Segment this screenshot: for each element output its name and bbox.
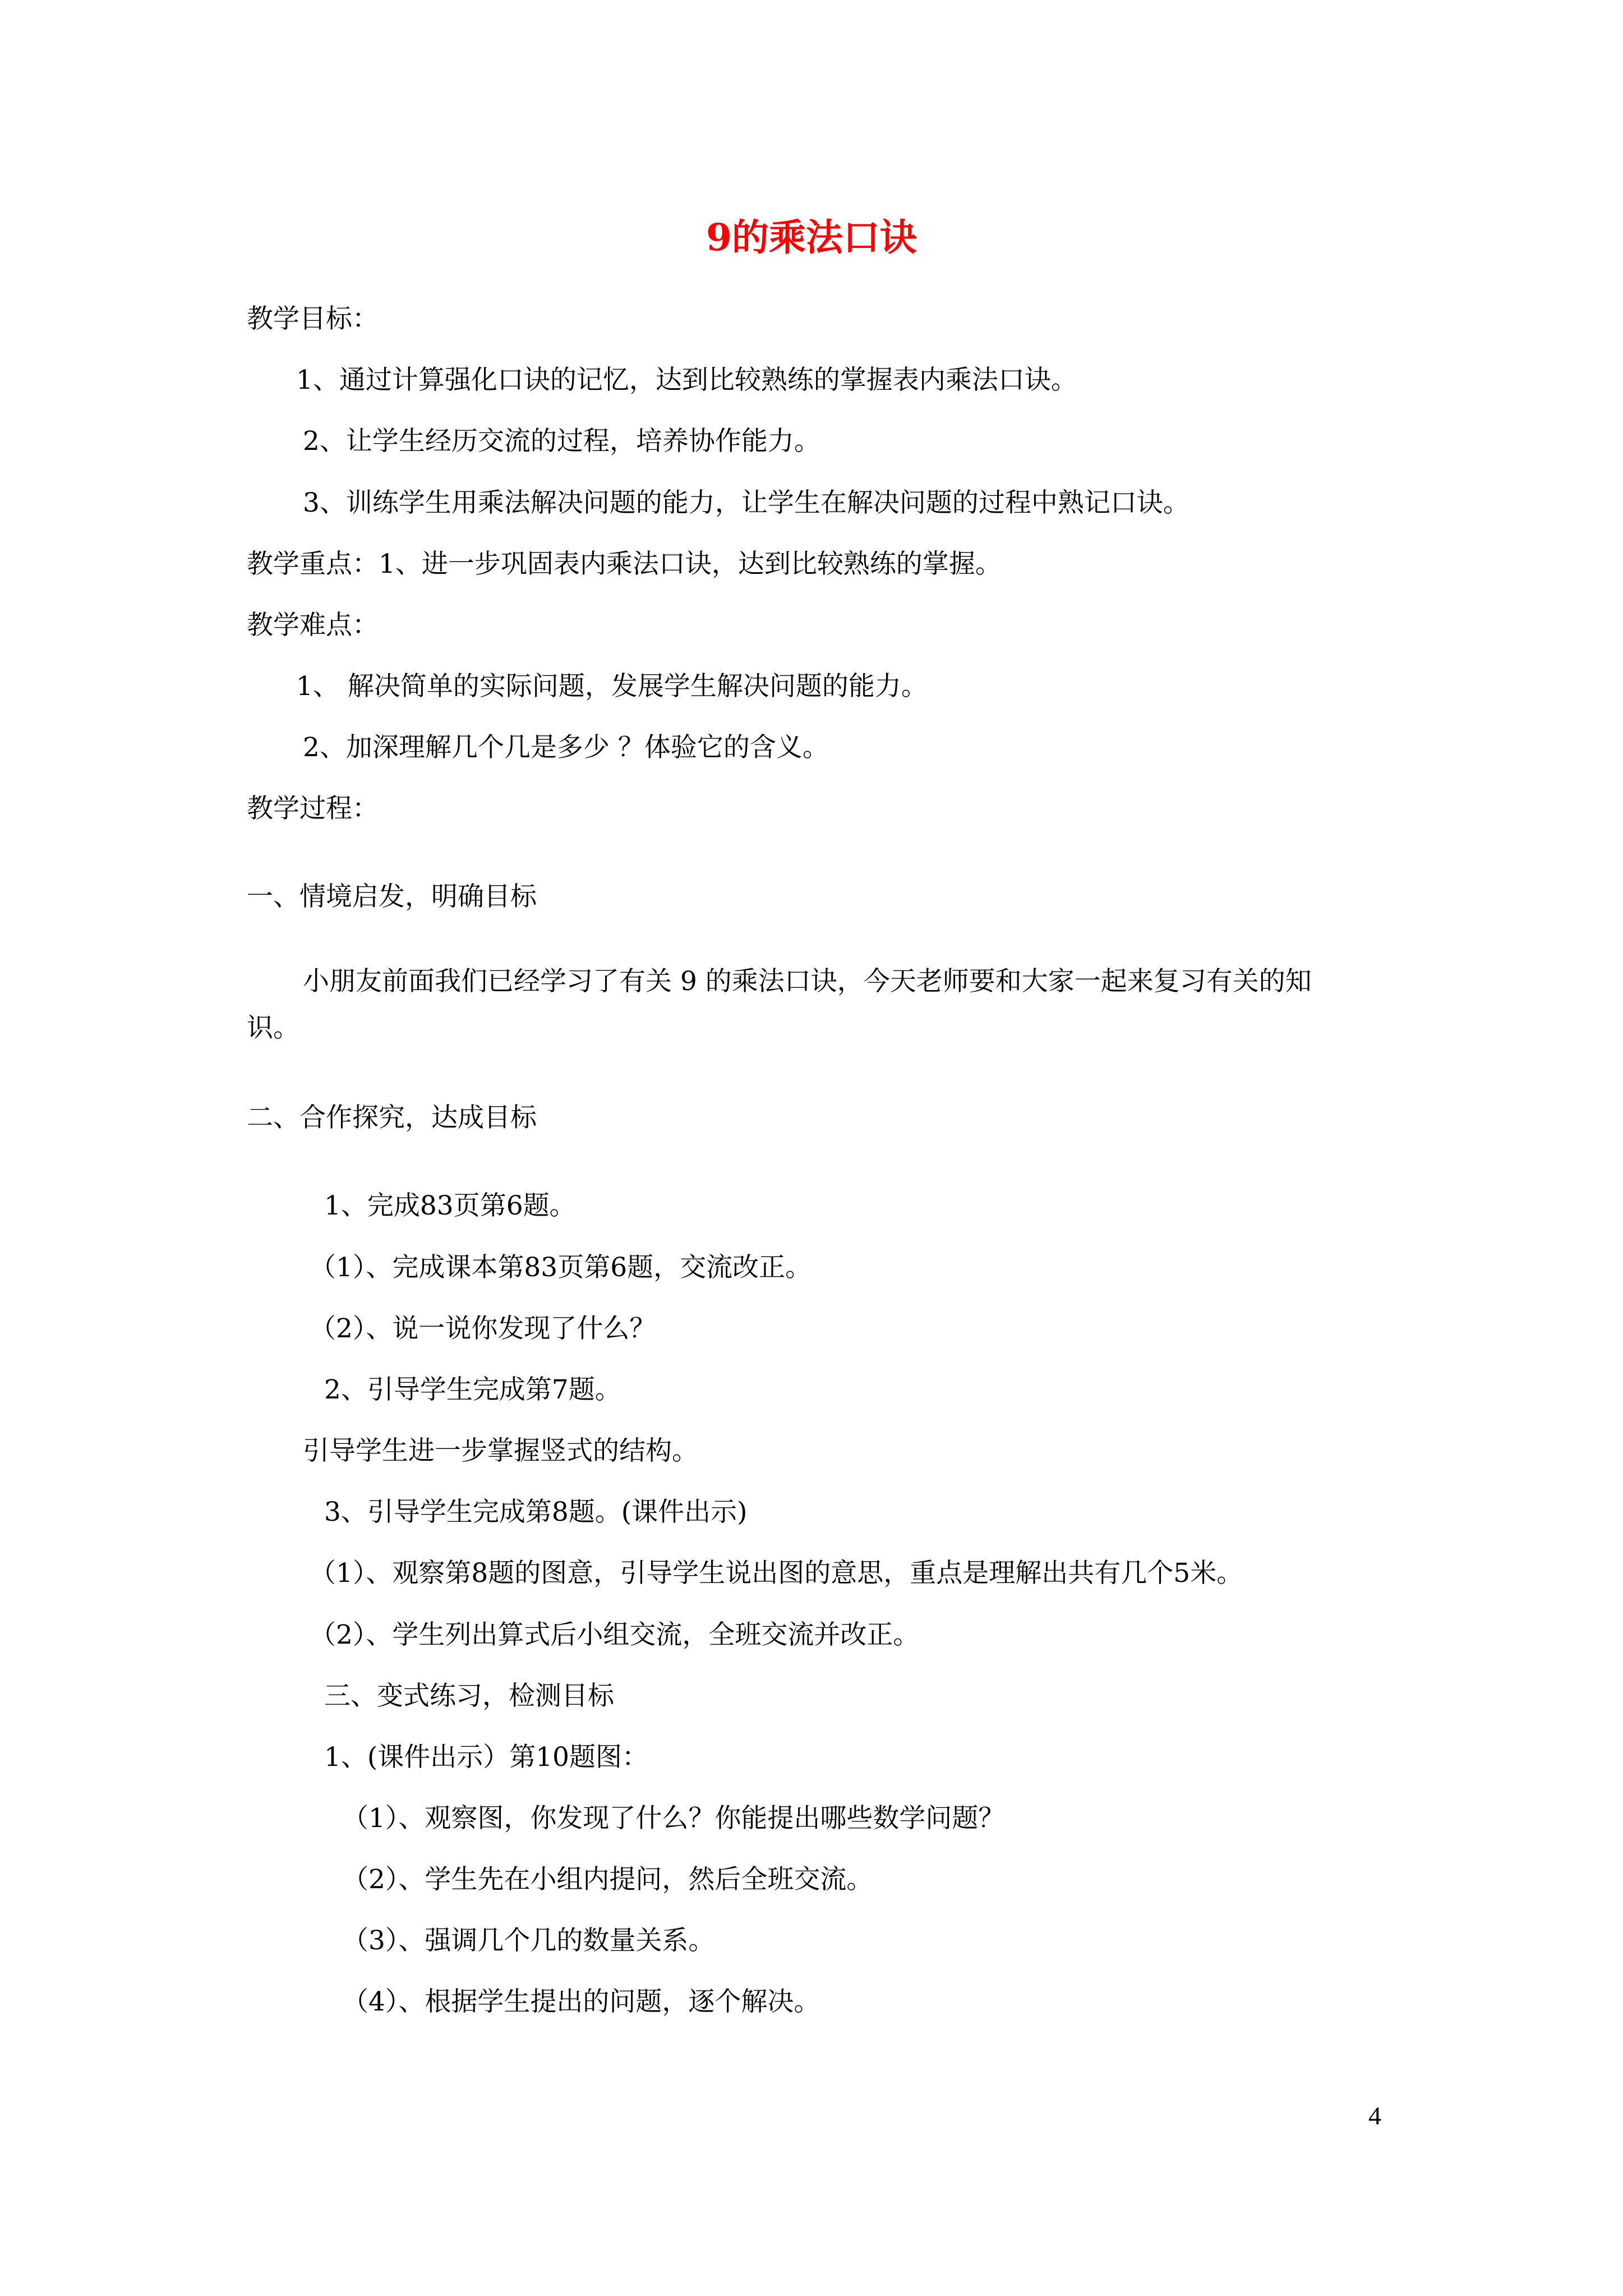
exercise-1-sub-1: （1）、观察图，你发现了什么？你能提出哪些数学问题？ [342,1803,1005,1834]
exercise-1-sub-3: （3）、强调几个几的数量关系。 [342,1925,715,1956]
paragraph-line-2: 识。 [247,1013,299,1043]
step-1: 1、完成83页第6题。 [324,1190,576,1221]
step-3: 3、引导学生完成第8题。(课件出示) [324,1497,748,1527]
document-title: 9的乘法口诀 [706,215,917,259]
exercise-1: 1、(课件出示）第10题图： [324,1742,649,1773]
page-number: 4 [1368,2101,1381,2130]
objective-item-1: 1、通过计算强化口诀的记忆，达到比较熟练的掌握表内乘法口诀。 [296,365,1077,395]
exercise-1-sub-4: （4）、根据学生提出的问题，逐个解决。 [342,1986,820,2017]
key-points-line: 教学重点：1、进一步巩固表内乘法口诀，达到比较熟练的掌握。 [247,549,1002,579]
section-heading-process: 教学过程： [247,793,379,824]
step-1-sub-1: （1）、完成课本第83页第6题，交流改正。 [310,1252,812,1283]
step-1-sub-2: （2）、说一说你发现了什么？ [310,1313,656,1344]
difficulty-item-1: 1、 解决简单的实际问题，发展学生解决问题的能力。 [296,671,928,702]
part-heading-2: 二、合作探究，达成目标 [247,1102,537,1133]
part-heading-3: 三、变式练习，检测目标 [324,1681,614,1711]
paragraph-line-1: 小朋友前面我们已经学习了有关 9 的乘法口诀，今天老师要和大家一起来复习有关的知 [303,966,1312,997]
objective-item-2: 2、让学生经历交流的过程，培养协作能力。 [303,426,820,457]
step-3-sub-1: （1）、观察第8题的图意，引导学生说出图的意思，重点是理解出共有几个5米。 [310,1558,1243,1589]
section-heading-objectives: 教学目标： [247,303,379,334]
step-3-sub-2: （2）、学生列出算式后小组交流，全班交流并改正。 [310,1619,920,1650]
section-heading-difficulties: 教学难点： [247,610,379,641]
objective-item-3: 3、训练学生用乘法解决问题的能力，让学生在解决问题的过程中熟记口诀。 [303,487,1189,518]
difficulty-item-2: 2、加深理解几个几是多少 ？体验它的含义。 [303,732,829,763]
part-heading-1: 一、情境启发，明确目标 [247,881,537,912]
exercise-1-sub-2: （2）、学生先在小组内提问，然后全班交流。 [342,1864,873,1895]
step-2: 2、引导学生完成第7题。 [324,1374,621,1405]
step-2-detail: 引导学生进一步掌握竖式的结构。 [303,1435,698,1466]
